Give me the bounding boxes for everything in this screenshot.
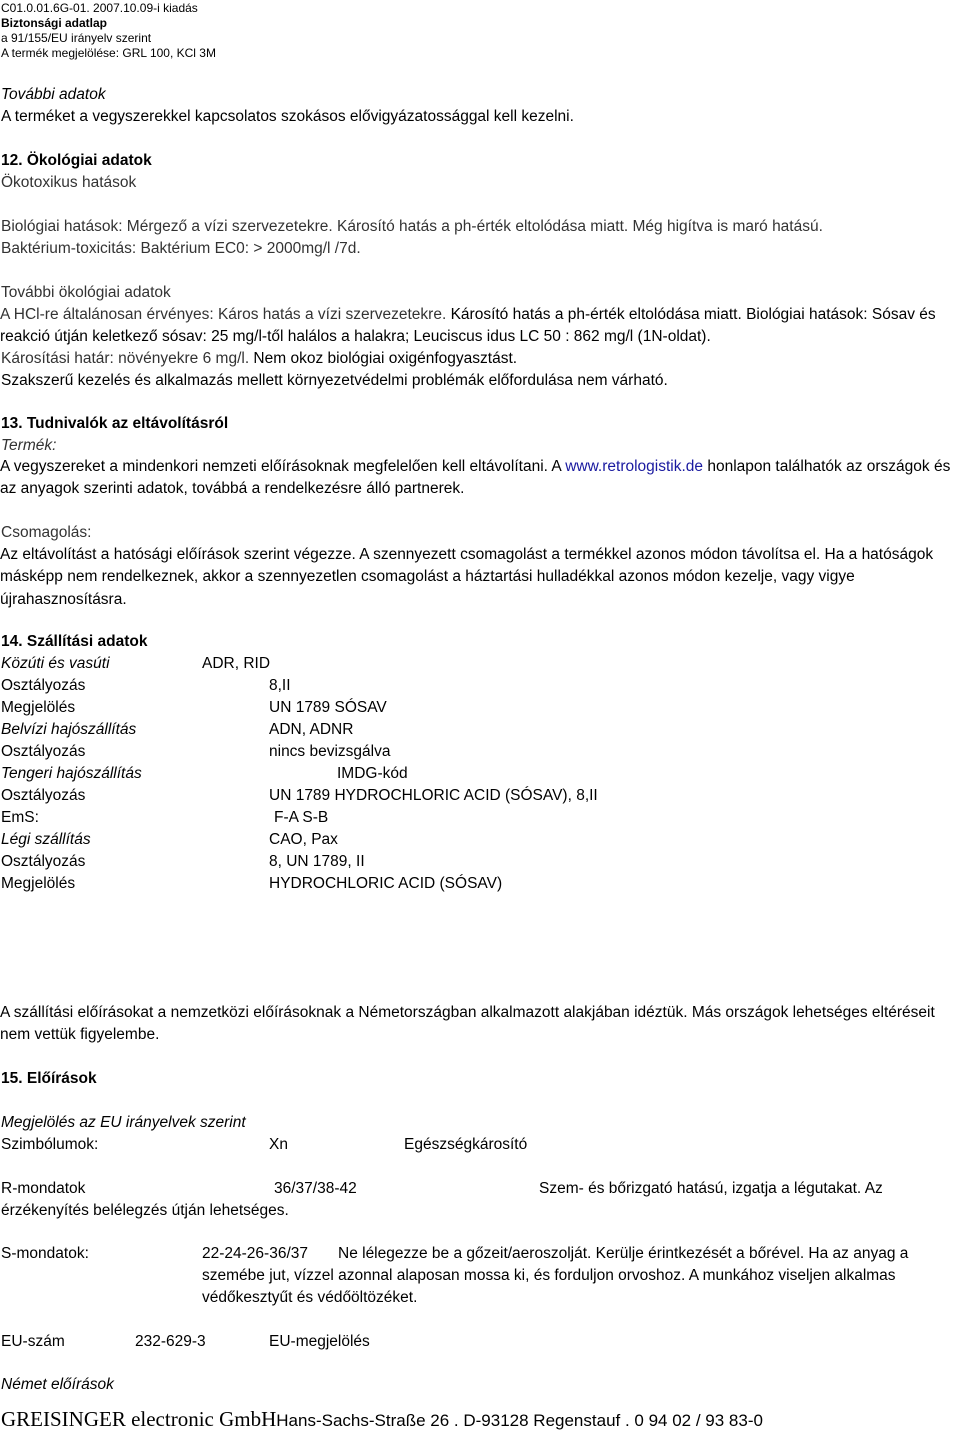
hcl-eco-paragraph bbox=[0, 304, 956, 349]
transport-note: A szállítási előírásokat a nemzetközi előírásoknak a Németországban alkalmazott alakjában idéztük. Más országok lehetséges eltéréseit nem vettük figyelembe. bbox=[0, 1004, 935, 1044]
hcl-effects-text: Károsító hatás a ph-érték eltolódása miatt. Biológiai hatások: Sósav és reakció útján keletkező sósav: 25 mg/l-től halálos a halakra; Leuciscus idus LC 50 : 862 mg/l (1N-oldat). bbox=[0, 306, 936, 346]
transport-value: 8, UN 1789, II bbox=[269, 853, 365, 870]
bacteria-toxicity-line: Baktérium-toxicitás: Baktérium EC0: > 2000mg/l /7d. bbox=[1, 240, 361, 257]
s-phrases-code: 22-24-26-36/37 bbox=[202, 1245, 308, 1262]
eu-marking-subtitle: Megjelölés az EU irányelvek szerint bbox=[1, 1114, 246, 1131]
company-address: Hans-Sachs-Straße 26 . D-93128 Regenstauf . 0 94 02 / 93 83-0 bbox=[276, 1411, 763, 1430]
environmental-note: Szakszerű kezelés és alkalmazás mellett környezetvédelmi problémák előfordulása nem várható. bbox=[1, 372, 668, 389]
section-13-title: 13. Tudnivalók az eltávolításról bbox=[1, 415, 229, 432]
s-phrases-label: S-mondatok: bbox=[1, 1245, 89, 1262]
biological-effects-line: Biológiai hatások: Mérgező a vízi szervezetekre. Károsító hatás a ph-érték eltolódása miatt. Még higítva is maró hatású. bbox=[1, 218, 823, 235]
r-phrases-text: Szem- és bőrizgató hatású, izgatja a légutakat. Az bbox=[539, 1180, 883, 1197]
symbols-code: Xn bbox=[269, 1136, 288, 1153]
s-phrases-line-1: Ne lélegezze be a gőzeit/aeroszolját. Kerülje érintkezését a bőrével. Ha az anyag a bbox=[338, 1245, 909, 1262]
section-14-title: 14. Szállítási adatok bbox=[1, 633, 148, 650]
german-regulations-label: Német előírások bbox=[1, 1376, 114, 1393]
hcl-general-text: A HCl-re általánosan érvényes: Káros hatás a vízi szervezetekre. bbox=[0, 306, 447, 323]
transport-label: Légi szállítás bbox=[1, 831, 91, 848]
transport-label: Osztályozás bbox=[1, 677, 86, 694]
transport-value: nincs bevizsgálva bbox=[269, 743, 391, 760]
doc-edition: C01.0.01.6G-01. 2007.10.09-i kiadás bbox=[1, 1, 198, 15]
product-disposal-paragraph bbox=[0, 456, 956, 501]
packaging-disposal-paragraph: Az eltávolítást a hatósági előírások szerint végezze. A szennyezett csomagolást a termékkel azonos módon távolítsa el. Ha a hatóságok másképp nem rendelkeznek, akkor a szennyezetlen csomagolást a háztartási hulladékkal azonos módon kezelje, vagy vigye újrahasznosításra. bbox=[0, 546, 934, 608]
eu-marking-label: EU-megjelölés bbox=[269, 1333, 370, 1350]
further-info-heading: További adatok bbox=[1, 86, 106, 103]
transport-label: Megjelölés bbox=[1, 699, 76, 716]
transport-value: UN 1789 SÓSAV bbox=[269, 699, 387, 716]
damage-threshold-text: Károsítási határ: növényekre 6 mg/l. bbox=[1, 350, 250, 367]
transport-label: Megjelölés bbox=[1, 875, 76, 892]
r-phrases-code: 36/37/38-42 bbox=[274, 1180, 357, 1197]
transport-label: Osztályozás bbox=[1, 743, 86, 760]
symbols-text: Egészségkárosító bbox=[404, 1136, 528, 1153]
transport-label: Osztályozás bbox=[1, 787, 86, 804]
s-phrases-line-3: védőkesztyűt és védőöltözéket. bbox=[202, 1289, 418, 1306]
s-phrases-line-2: szemébe jut, vízzel azonnal alaposan mossa ki, és forduljon orvoshoz. A munkához viseljen alkalmas bbox=[202, 1267, 896, 1284]
packaging-label: Csomagolás: bbox=[1, 524, 92, 541]
section-15-title: 15. Előírások bbox=[1, 1070, 97, 1087]
r-phrases-text-2: érzékenyítés belélegzés útján lehetséges. bbox=[1, 1202, 289, 1219]
further-eco-heading: További ökológiai adatok bbox=[1, 284, 171, 301]
transport-value: UN 1789 HYDROCHLORIC ACID (SÓSAV), 8,II bbox=[269, 787, 598, 804]
section-12-title: 12. Ökológiai adatok bbox=[1, 152, 152, 169]
transport-value: ADN, ADNR bbox=[269, 721, 354, 738]
doc-type: Biztonsági adatlap bbox=[1, 16, 108, 30]
transport-label: Közúti és vasúti bbox=[1, 655, 110, 672]
r-phrases-label: R-mondatok bbox=[1, 1180, 86, 1197]
page-footer bbox=[1, 1408, 763, 1432]
transport-value: HYDROCHLORIC ACID (SÓSAV) bbox=[269, 875, 503, 892]
transport-label: Tengeri hajószállítás bbox=[1, 765, 142, 782]
transport-value: ADR, RID bbox=[202, 655, 271, 672]
doc-directive: a 91/155/EU irányelv szerint bbox=[1, 31, 152, 45]
transport-value: F-A S-B bbox=[274, 809, 329, 826]
company-name: GREISINGER electronic GmbH bbox=[1, 1407, 277, 1431]
eu-number-value: 232-629-3 bbox=[135, 1333, 206, 1350]
product-designation: A termék megjelölése: GRL 100, KCl 3M bbox=[1, 46, 216, 60]
oxygen-consumption-text: Nem okoz biológiai oxigénfogyasztást. bbox=[249, 350, 518, 367]
ecotoxic-subtitle: Ökotoxikus hatások bbox=[1, 174, 137, 191]
symbols-label: Szimbólumok: bbox=[1, 1136, 99, 1153]
transport-label: Osztályozás bbox=[1, 853, 86, 870]
transport-label: Belvízi hajószállítás bbox=[1, 721, 137, 738]
product-disposal-text-2: honlapon találhatók az országok és az anyagok szerinti adatok, továbbá a rendelkezésre álló partnerek. bbox=[0, 458, 951, 498]
transport-value: CAO, Pax bbox=[269, 831, 338, 848]
damage-threshold-line bbox=[1, 348, 517, 370]
further-info-text: A terméket a vegyszerekkel kapcsolatos szokásos elővigyázatossággal kell kezelni. bbox=[1, 108, 574, 125]
product-label: Termék: bbox=[1, 437, 57, 454]
transport-value: 8,II bbox=[269, 677, 291, 694]
product-disposal-text: A vegyszereket a mindenkori nemzeti előírásoknak megfelelően kell eltávolítani. A bbox=[0, 458, 566, 475]
transport-value: IMDG-kód bbox=[337, 765, 408, 782]
transport-label: EmS: bbox=[1, 809, 39, 826]
eu-number-label: EU-szám bbox=[1, 1333, 65, 1350]
retrologistik-link[interactable]: www.retrologistik.de bbox=[565, 458, 704, 475]
